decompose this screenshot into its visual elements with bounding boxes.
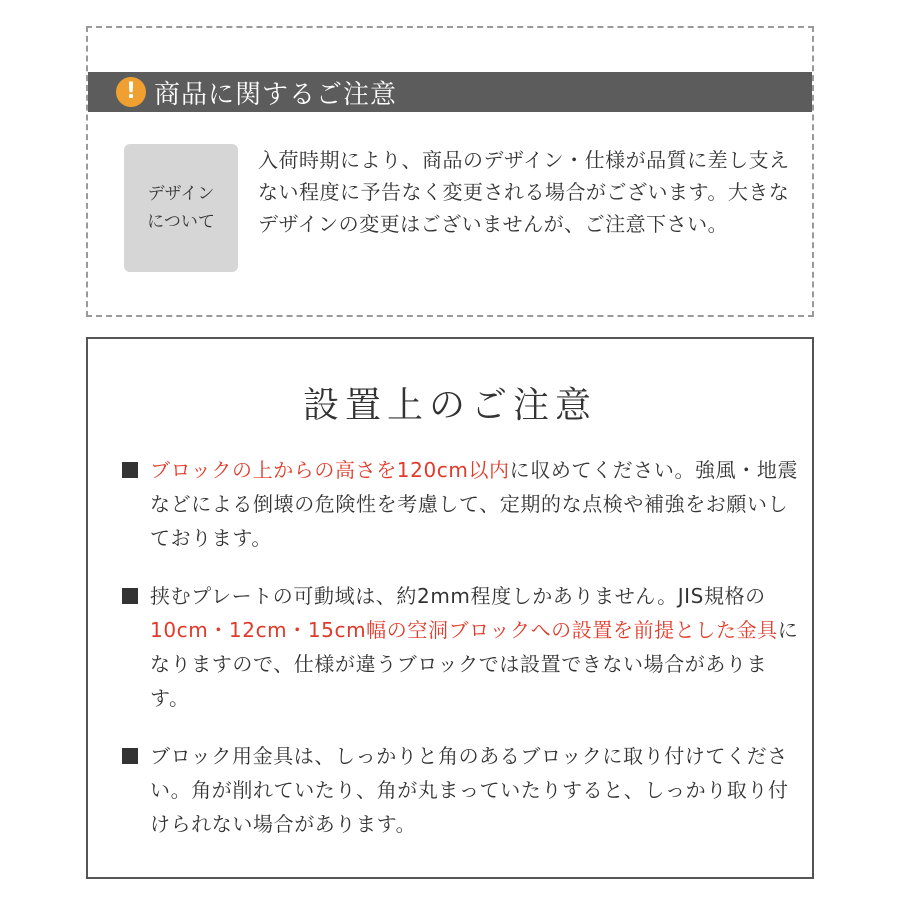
notice-header	[88, 72, 812, 112]
square-bullet-icon	[122, 579, 150, 715]
notice-item-3	[122, 739, 802, 841]
notice-item-2-text	[150, 579, 802, 715]
notice-item-2	[122, 579, 802, 715]
notice-item-1-body: に収めてください。強風・地震などによる倒壊の危険性を考慮して、定期的な点検や補強をお願いしております。	[150, 458, 799, 550]
notice-item-2-body-start: 挟むプレートの可動域は、約2mm程度しかありません。JIS規格の	[150, 584, 766, 608]
installation-notice-box	[86, 337, 814, 879]
notice-item-2-highlight: 10cm・12cm・15cm幅の空洞ブロックへの設置を前提とした金具	[150, 618, 778, 642]
notice-item-2-body-end: になりますので、仕様が違うブロックでは設置できない場合があります。	[150, 618, 799, 710]
notice-item-1-highlight: ブロックの上からの高さを120cm以内	[150, 458, 510, 482]
notice-item-3-text: ブロック用金具は、しっかりと角のあるブロックに取り付けてください。角が削れていたり、角が丸まっていたりすると、しっかり取り付けられない場合があります。	[150, 744, 789, 836]
square-bullet-icon	[122, 453, 150, 555]
design-badge	[124, 144, 238, 272]
notice-item-1	[122, 453, 802, 555]
square-bullet-icon	[122, 739, 150, 841]
design-notice-text: 入荷時期により、商品のデザイン・仕様が品質に差し支えない程度に予告なく変更される場合がございます。大きなデザインの変更はございませんが、ご注意下さい。	[258, 148, 790, 236]
exclamation-icon: !	[116, 77, 146, 107]
design-badge-line1: デザイン	[147, 184, 215, 204]
notice-title: 商品に関するご注意	[154, 79, 398, 110]
installation-title: 設置上のご注意	[302, 385, 597, 426]
design-badge-line2: について	[147, 212, 215, 232]
notice-item-1-text	[150, 453, 802, 555]
product-notice-box	[86, 26, 814, 317]
